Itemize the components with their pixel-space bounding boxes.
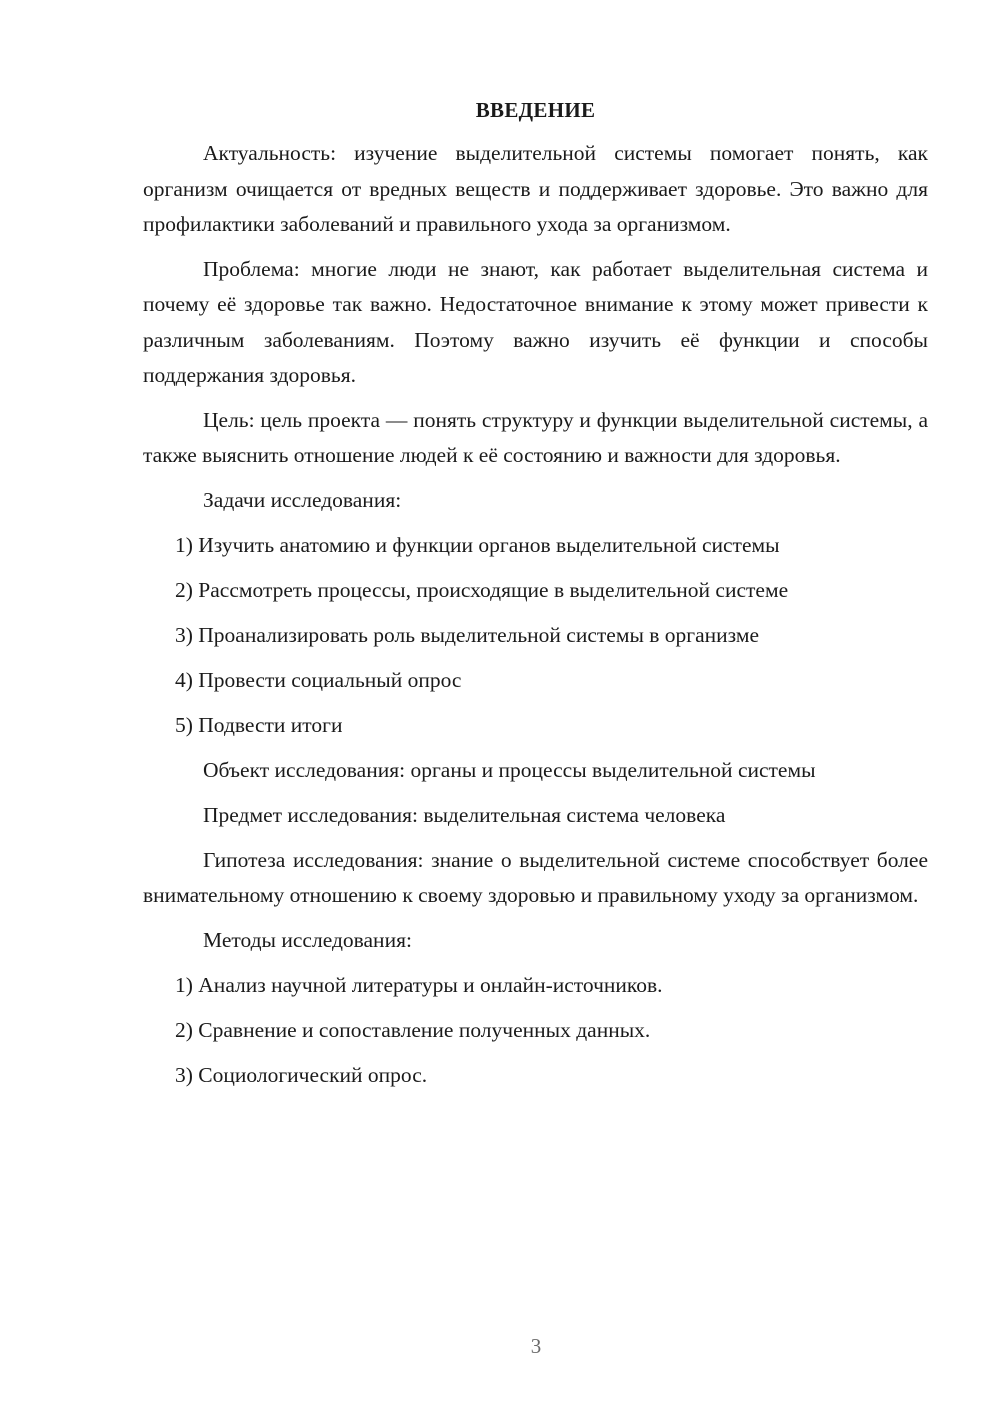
list-item: 1) Анализ научной литературы и онлайн-источников.: [175, 972, 663, 997]
problem-paragraph: Проблема: многие люди не знают, как работает выделительная система и почему её здоровье так важно. Недостаточное внимание к этому может привести к различным заболеваниям. Поэтому важно изучить её функции и способы поддержания здоровья.: [143, 256, 928, 387]
document-page: [143, 92, 928, 1103]
list-item: 2) Рассмотреть процессы, происходящие в выделительной системе: [175, 577, 789, 602]
relevance-paragraph: Актуальность: изучение выделительной системы помогает понять, как организм очищается от вредных веществ и поддерживает здоровье. Это важно для профилактики заболеваний и правильного ухода за организмом.: [143, 141, 928, 236]
methods-list: [143, 968, 928, 1094]
goal-paragraph: Цель: цель проекта — понять структуру и функции выделительной системы, а также выяснить отношение людей к её состоянию и важности для здоровья.: [143, 407, 928, 467]
list-item: 1) Изучить анатомию и функции органов выделительной системы: [175, 532, 780, 557]
list-item: 2) Сравнение и сопоставление полученных данных.: [175, 1017, 651, 1042]
tasks-heading: Задачи исследования:: [203, 487, 402, 512]
research-subject: Предмет исследования: выделительная система человека: [203, 802, 726, 827]
list-item: 3) Проанализировать роль выделительной системы в организме: [175, 622, 759, 647]
list-item: 3) Социологический опрос.: [175, 1062, 428, 1087]
page-title: ВВЕДЕНИЕ: [475, 98, 596, 122]
list-item: 5) Подвести итоги: [175, 712, 343, 737]
methods-heading: Методы исследования:: [203, 927, 412, 952]
tasks-list: [143, 528, 928, 744]
page-number: 3: [530, 1334, 542, 1358]
research-object: Объект исследования: органы и процессы выделительной системы: [203, 757, 816, 782]
hypothesis-paragraph: Гипотеза исследования: знание о выделительной системе способствует более внимательному отношению к своему здоровью и правильному уходу за организмом.: [143, 847, 928, 907]
list-item: 4) Провести социальный опрос: [175, 667, 462, 692]
